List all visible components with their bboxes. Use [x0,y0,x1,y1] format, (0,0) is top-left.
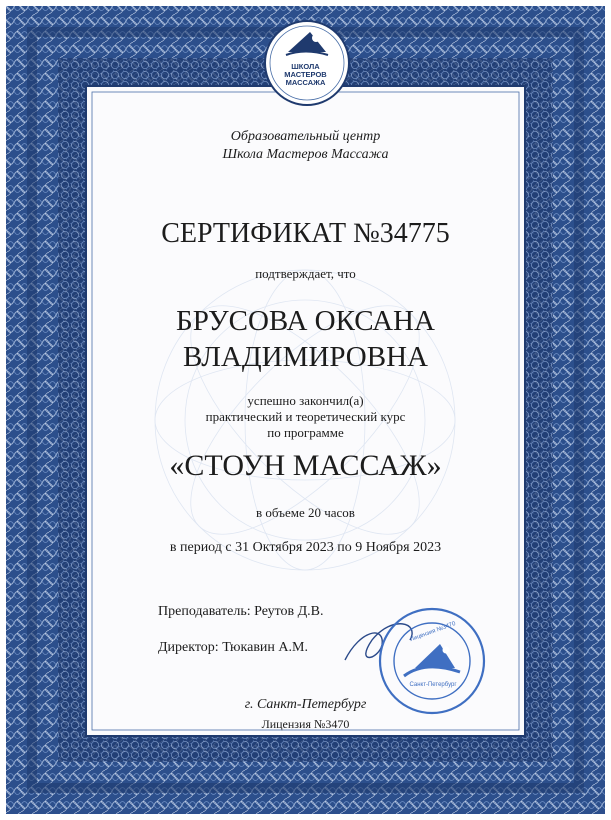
logo-text [0,63,611,87]
footer-license: Лицензия №3470 [261,717,350,731]
logo-line3: МАССАЖА [285,78,326,87]
course-desc-text: практический и теоретический курс [205,409,406,424]
logo-line1: ШКОЛА [291,62,320,71]
program-label: по программе [267,425,344,440]
certificate-title: СЕРТИФИКАТ №34775 [161,218,450,249]
completed-text: успешно закончил(а) [247,393,364,408]
issuer-line1: Образовательный центр [230,129,381,144]
recipient-name-line2: ВЛАДИМИРОВНА [183,341,428,373]
director-signature-line: Директор: Тюкавин А.М. [158,640,308,655]
recipient-name [0,303,611,375]
footer-city: г. Санкт-Петербург [244,697,367,712]
stamp-city-text: Санкт-Петербург [409,682,457,688]
stamp-license-text: Лицензия №3470 [409,620,457,644]
issuer-line2: Школа Мастеров Массажа [222,147,389,162]
course-description [0,393,611,441]
period-text: в период с 31 Октября 2023 по 9 Ноября 2023 [169,540,442,555]
logo-line2: МАСТЕРОВ [284,70,327,79]
confirms-text: подтверждает, что [255,266,356,281]
volume-text: в объеме 20 часов [256,505,355,520]
issuer-heading [0,128,611,164]
program-title: «СТОУН МАССАЖ» [169,449,442,482]
recipient-name-line1: БРУСОВА ОКСАНА [176,305,435,337]
teacher-signature-line: Преподаватель: Реутов Д.В. [158,604,324,619]
